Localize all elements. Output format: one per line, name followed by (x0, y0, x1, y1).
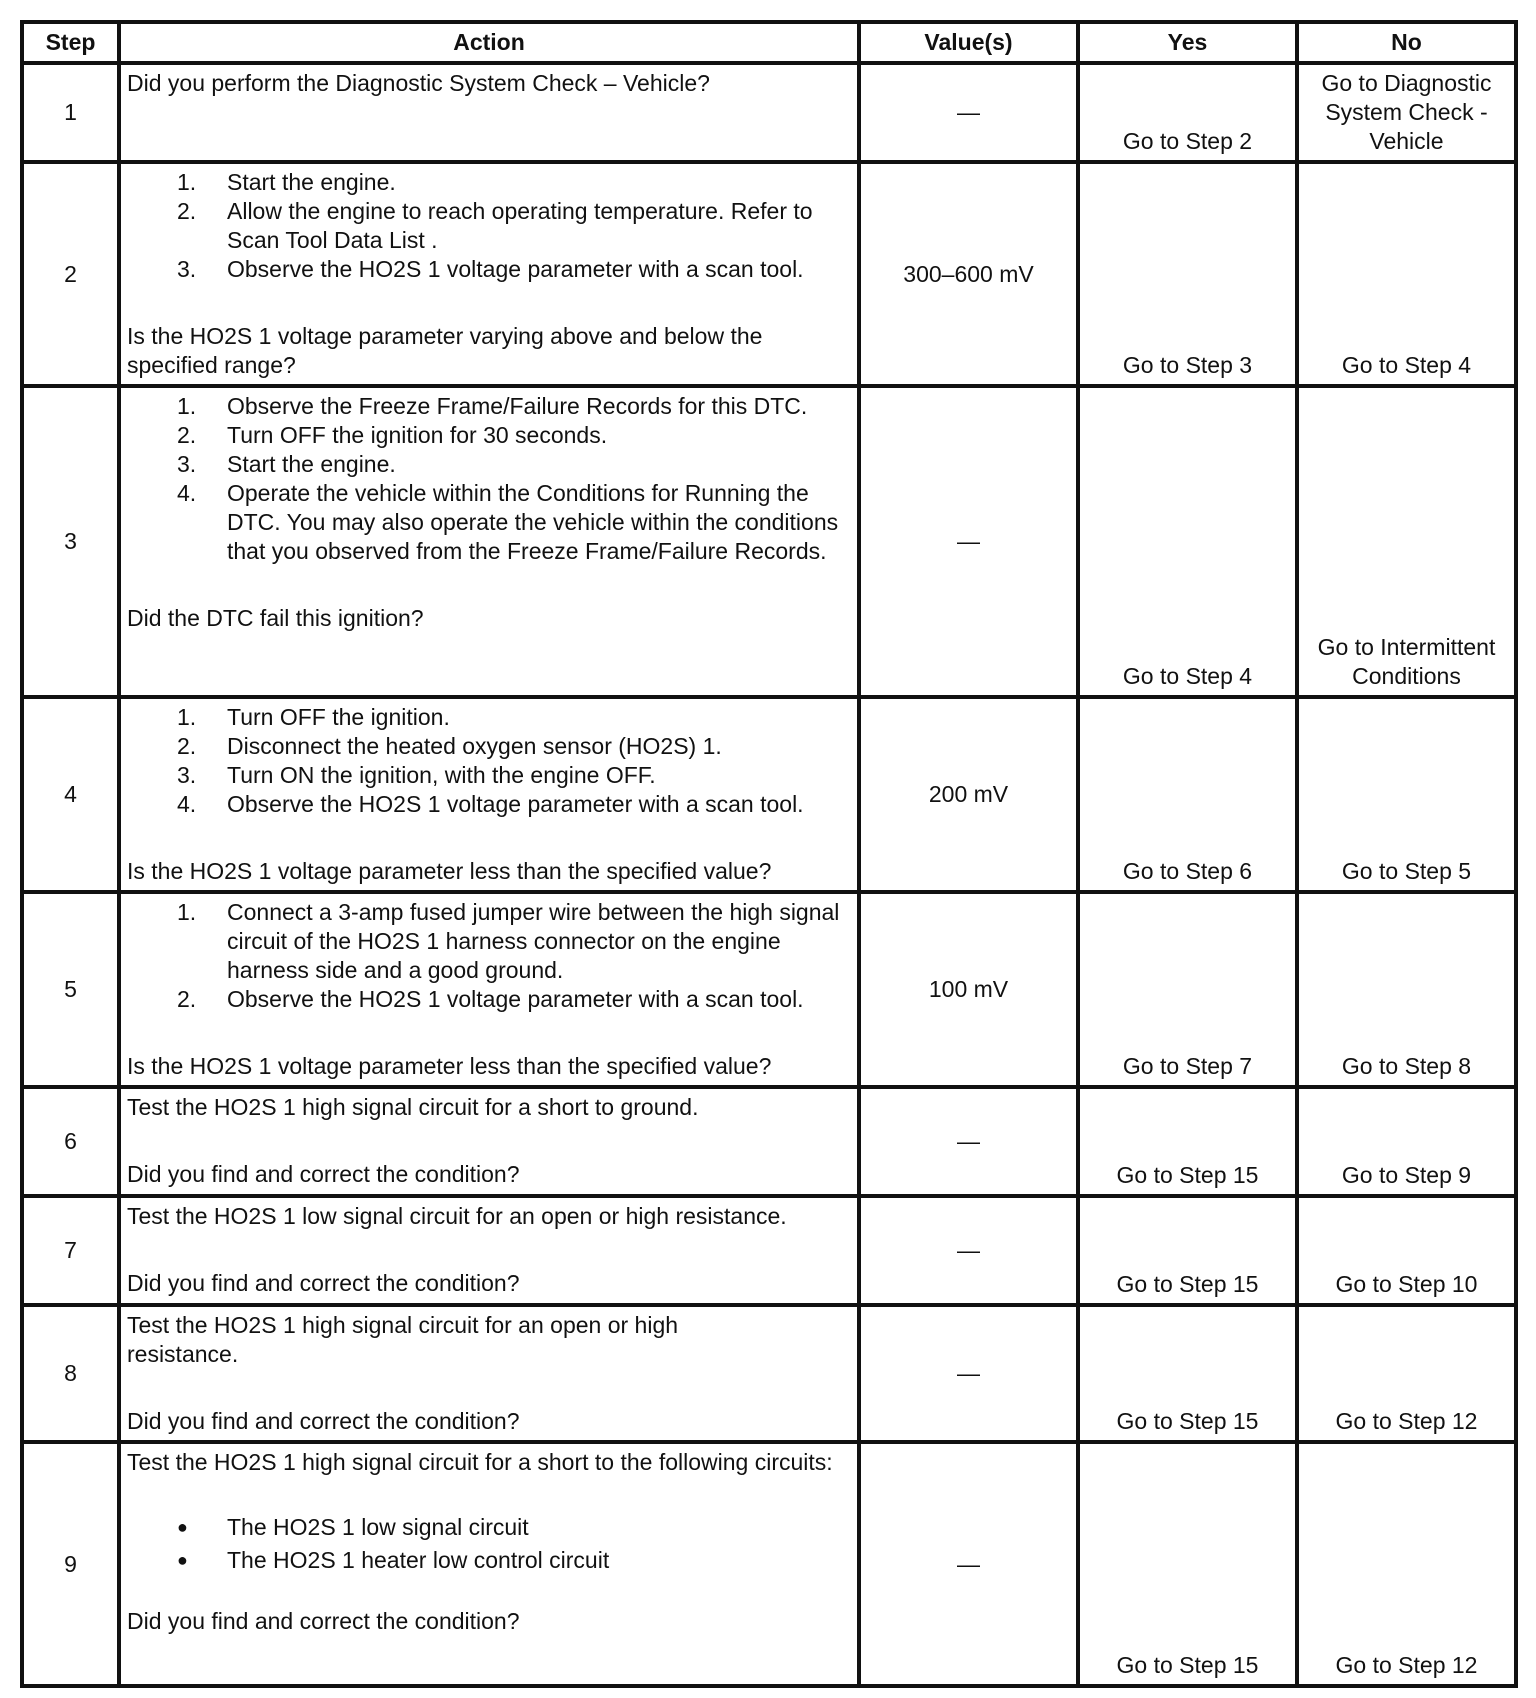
list-item: 2. Allow the engine to reach operating temperature. Refer to Scan Tool Data List . (177, 198, 813, 253)
yes-cell: Go to Step 4 (1078, 386, 1297, 697)
no-cell: Go to Intermittent Conditions (1297, 386, 1516, 697)
header-yes: Yes (1078, 22, 1297, 63)
list-item: 2. Observe the HO2S 1 voltage parameter with a scan tool. (177, 986, 804, 1012)
action-question: Is the HO2S 1 voltage parameter less than the specified value? (127, 1053, 772, 1079)
list-item: 1. Observe the Freeze Frame/Failure Records for this DTC. (177, 393, 808, 419)
yes-cell: Go to Step 6 (1078, 697, 1297, 892)
list-item: ● The HO2S 1 heater low control circuit (177, 1547, 610, 1573)
action-cell (119, 892, 859, 1087)
value-cell: — (859, 1442, 1078, 1686)
no-cell: Go to Diagnostic System Check - Vehicle (1297, 63, 1516, 162)
action-question: Did you find and correct the condition? (127, 1161, 520, 1187)
value-cell: — (859, 386, 1078, 697)
yes-cell: Go to Step 15 (1078, 1087, 1297, 1196)
step-number: 3 (22, 386, 119, 697)
table-row (22, 1442, 1516, 1686)
yes-cell: Go to Step 2 (1078, 63, 1297, 162)
action-intro: Test the HO2S 1 low signal circuit for an open or high resistance. (127, 1203, 787, 1229)
no-cell: Go to Step 10 (1297, 1196, 1516, 1305)
step-number: 4 (22, 697, 119, 892)
value-cell: 200 mV (859, 697, 1078, 892)
yes-cell: Go to Step 15 (1078, 1196, 1297, 1305)
action-question: Did you find and correct the condition? (127, 1608, 520, 1634)
list-item: 1. Turn OFF the ignition. (177, 704, 450, 730)
action-question: Did you find and correct the condition? (127, 1408, 520, 1434)
action-steps (127, 168, 853, 284)
no-cell: Go to Step 12 (1297, 1305, 1516, 1442)
header-action: Action (119, 22, 859, 63)
table-row (22, 892, 1516, 1087)
action-intro: Test the HO2S 1 high signal circuit for a short to ground. (127, 1094, 699, 1120)
action-cell (119, 697, 859, 892)
action-bullets (127, 1511, 853, 1577)
step-number: 2 (22, 162, 119, 386)
action-cell (119, 63, 859, 162)
no-cell: Go to Step 8 (1297, 892, 1516, 1087)
action-cell (119, 1305, 859, 1442)
list-item: 2. Turn OFF the ignition for 30 seconds. (177, 422, 608, 448)
yes-cell: Go to Step 3 (1078, 162, 1297, 386)
diagnostic-table-sheet (20, 20, 1518, 1688)
value-cell: — (859, 63, 1078, 162)
action-cell (119, 386, 859, 697)
step-number: 8 (22, 1305, 119, 1442)
list-item: 4. Observe the HO2S 1 voltage parameter with a scan tool. (177, 791, 804, 817)
list-item: 3. Start the engine. (177, 451, 396, 477)
action-question: Did you find and correct the condition? (127, 1270, 520, 1296)
value-cell: — (859, 1196, 1078, 1305)
table-row (22, 1196, 1516, 1305)
value-cell: 300–600 mV (859, 162, 1078, 386)
list-item: 3. Observe the HO2S 1 voltage parameter with a scan tool. (177, 256, 804, 282)
header-row (22, 22, 1516, 63)
value-cell: 100 mV (859, 892, 1078, 1087)
table-row (22, 1305, 1516, 1442)
list-item: 2. Disconnect the heated oxygen sensor (HO2S) 1. (177, 733, 722, 759)
action-cell (119, 1442, 859, 1686)
list-item: 3. Turn ON the ignition, with the engine OFF. (177, 762, 656, 788)
action-question: Did the DTC fail this ignition? (127, 605, 424, 631)
action-cell (119, 1196, 859, 1305)
action-intro: Test the HO2S 1 high signal circuit for an open or high resistance. (127, 1312, 679, 1367)
no-cell: Go to Step 12 (1297, 1442, 1516, 1686)
list-item: 1. Connect a 3-amp fused jumper wire between the high signal circuit of the HO2S 1 harness connector on the engine harness side and a good ground. (177, 899, 840, 983)
table-row (22, 162, 1516, 386)
step-number: 6 (22, 1087, 119, 1196)
no-cell: Go to Step 5 (1297, 697, 1516, 892)
table-row (22, 697, 1516, 892)
header-values: Value(s) (859, 22, 1078, 63)
action-cell (119, 162, 859, 386)
action-intro: Did you perform the Diagnostic System Check – Vehicle? (127, 70, 710, 96)
value-cell: — (859, 1087, 1078, 1196)
list-item: 1. Start the engine. (177, 169, 396, 195)
table-row (22, 386, 1516, 697)
step-number: 1 (22, 63, 119, 162)
list-item: ● The HO2S 1 low signal circuit (177, 1514, 529, 1540)
action-question: Is the HO2S 1 voltage parameter varying above and below the specified range? (127, 323, 763, 378)
yes-cell: Go to Step 15 (1078, 1305, 1297, 1442)
step-number: 9 (22, 1442, 119, 1686)
header-step: Step (22, 22, 119, 63)
action-steps (127, 392, 853, 566)
no-cell: Go to Step 4 (1297, 162, 1516, 386)
action-cell (119, 1087, 859, 1196)
yes-cell: Go to Step 15 (1078, 1442, 1297, 1686)
step-number: 7 (22, 1196, 119, 1305)
no-cell: Go to Step 9 (1297, 1087, 1516, 1196)
list-item: 4. Operate the vehicle within the Conditions for Running the DTC. You may also operate the vehicle within the conditions that you observed from the Freeze Frame/Failure Records. (177, 480, 839, 564)
diagnostic-table (20, 20, 1518, 1688)
header-no: No (1297, 22, 1516, 63)
step-number: 5 (22, 892, 119, 1087)
action-question: Is the HO2S 1 voltage parameter less than the specified value? (127, 858, 772, 884)
table-row (22, 1087, 1516, 1196)
value-cell: — (859, 1305, 1078, 1442)
action-steps (127, 898, 853, 1014)
action-intro: Test the HO2S 1 high signal circuit for a short to the following circuits: (127, 1449, 833, 1475)
yes-cell: Go to Step 7 (1078, 892, 1297, 1087)
table-row (22, 63, 1516, 162)
action-steps (127, 703, 853, 819)
